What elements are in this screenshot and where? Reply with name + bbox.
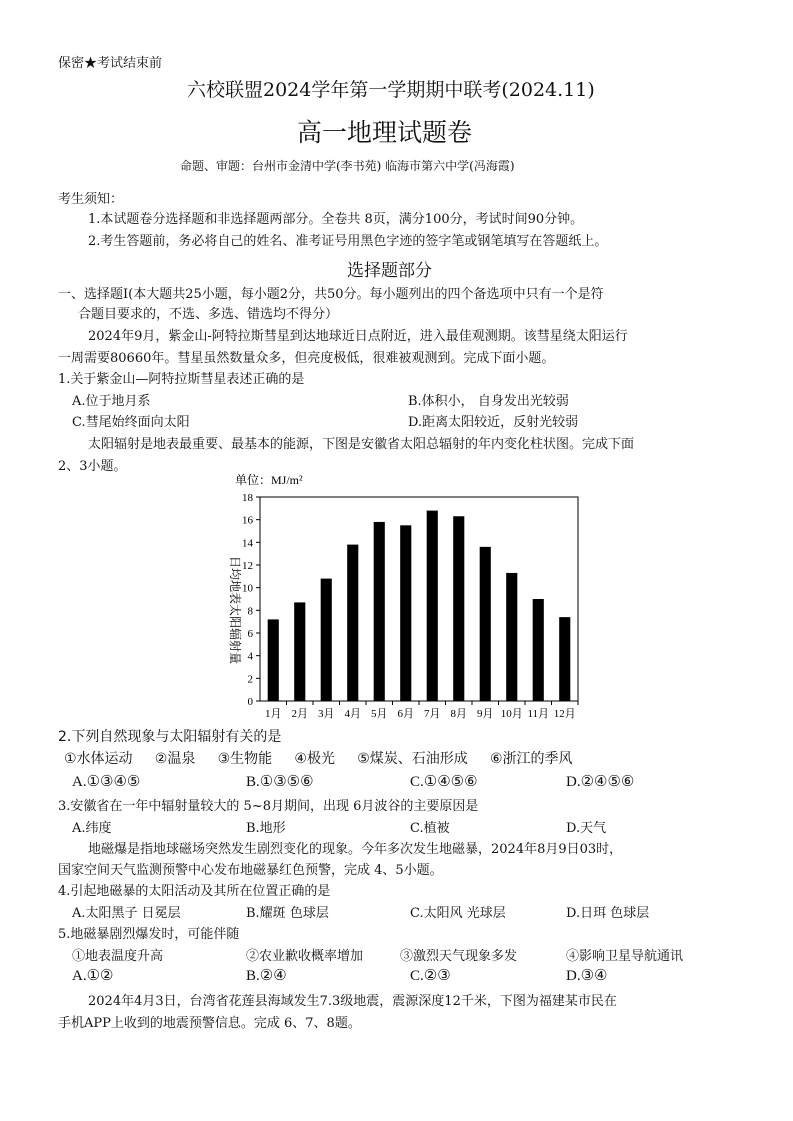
- bar-9: [480, 547, 491, 701]
- q4-stem: 4.引起地磁暴的太阳活动及其所在位置正确的是: [58, 884, 331, 899]
- q3-option-b: B.地形: [246, 821, 286, 836]
- q5-option-b: B.②④: [246, 968, 287, 984]
- q2-stem: 2.下列自然现象与太阳辐射有关的是: [58, 729, 282, 745]
- q4-option-d: D.日珥 色球层: [566, 906, 650, 921]
- bar-12: [559, 617, 570, 701]
- bar-2: [294, 602, 305, 701]
- part1-instruction-line2: 合题目要求的，不选、多选、错选均不得分）: [78, 307, 339, 322]
- chart-bars: [268, 511, 571, 701]
- x-tick-label: 2月: [291, 708, 308, 720]
- q5-stem: 5.地磁暴剧烈爆发时，可能伴随: [58, 927, 240, 942]
- q1-option-b: B.体积小， 自身发出光较弱: [408, 394, 569, 409]
- x-tick-label: 11月: [527, 708, 550, 720]
- x-tick-label: 7月: [424, 708, 441, 720]
- x-tick-label: 3月: [318, 708, 335, 720]
- passage4-line2: 手机APP上收到的地震预警信息。完成 6、7、8题。: [58, 1016, 361, 1031]
- y-tick-label: 16: [242, 514, 253, 527]
- bar-7: [427, 511, 438, 701]
- q5-statement-3: ③激烈天气现象多发: [400, 949, 518, 964]
- x-tick-label: 1月: [265, 708, 282, 720]
- q3-option-a: A.纬度: [72, 821, 112, 836]
- y-tick-label: 18: [242, 492, 253, 504]
- y-tick-label: 14: [242, 537, 253, 550]
- y-tick-label: 8: [247, 605, 253, 618]
- x-tick-label: 5月: [371, 708, 388, 720]
- section-title: 选择题部分: [347, 261, 432, 281]
- q2-option-c: C.①④⑤⑥: [410, 774, 478, 790]
- bar-5: [374, 522, 385, 701]
- q5-statement-4: ④影响卫星导航通讯: [566, 949, 684, 964]
- chart-y-ticks: [242, 492, 260, 708]
- q3-stem: 3.安徽省在一年中辐射量较大的 5~8月期间，出现 6月波谷的主要原因是: [58, 799, 479, 814]
- x-tick-label: 9月: [477, 708, 494, 720]
- chart-frame: [260, 497, 578, 701]
- q4-option-b: B.耀斑 色球层: [246, 906, 329, 921]
- y-tick-label: 0: [247, 696, 253, 708]
- q2-statements: ①水体运动 ②温泉 ③生物能 ④极光 ⑤煤炭、石油形成 ⑥浙江的季风: [64, 751, 573, 767]
- paper-title: 高一地理试题卷: [297, 118, 473, 147]
- q2-option-b: B.①③⑤⑥: [246, 774, 314, 790]
- y-tick-label: 10: [242, 582, 253, 595]
- notice-item-1: 1.本试题卷分选择题和非选择题两部分。全卷共 8页，满分100分，考试时间90分钟。: [88, 212, 584, 227]
- q3-option-c: C.植被: [410, 821, 450, 836]
- passage1-line2: 一周需要80660年。彗星虽然数量众多，但亮度极低，很难被观测到。完成下面小题。: [58, 351, 555, 366]
- q5-option-a: A.①②: [72, 968, 114, 984]
- bar-3: [321, 579, 332, 701]
- q5-statement-1: ①地表温度升高: [72, 949, 164, 964]
- y-tick-label: 4: [247, 650, 253, 663]
- q2-option-a: A.①③④⑤: [72, 774, 141, 790]
- passage2-line1: 太阳辐射是地表最重要、最基本的能源，下图是安徽省太阳总辐射的年内变化柱状图。完成下面: [88, 437, 635, 452]
- passage2-line2: 2、3小题。: [58, 459, 127, 474]
- bar-4: [347, 545, 358, 701]
- solar-radiation-chart: [215, 470, 585, 725]
- q1-option-a: A.位于地月系: [72, 394, 151, 409]
- passage3-line1: 地磁爆是指地球磁场突然发生剧烈变化的现象。今年多次发生地磁暴，2024年8月9日03时，: [88, 842, 623, 857]
- chart-unit-label: 单位：MJ/m²: [235, 473, 303, 487]
- q1-option-d: D.距离太阳较近，反射光较弱: [408, 415, 579, 430]
- q4-option-a: A.太阳黑子 日冕层: [72, 906, 181, 921]
- part1-instruction-line1: 一、选择题Ⅰ(本大题共25小题，每小题2分，共50分。每小题列出的四个备选项中只有一个是符: [58, 287, 604, 302]
- bar-8: [453, 516, 464, 701]
- q5-option-d: D.③④: [566, 968, 608, 984]
- notice-item-2: 2.考生答题前，务必将自己的姓名、准考证号用黑色字迹的签字笔或钢笔填写在答题纸上。: [88, 234, 608, 249]
- x-tick-label: 4月: [344, 708, 361, 720]
- q4-option-c: C.太阳风 光球层: [410, 906, 506, 921]
- confidential-mark: 保密★考试结束前: [58, 56, 163, 71]
- q5-option-c: C.②③: [410, 968, 451, 984]
- x-tick-label: 8月: [450, 708, 467, 720]
- q1-stem: 1.关于紫金山—阿特拉斯彗星表述正确的是: [58, 372, 305, 387]
- passage4-line1: 2024年4月3日，台湾省花莲县海域发生7.3级地震，震源深度12千米，下图为福建某市民在: [88, 994, 617, 1009]
- q1-option-c: C.彗尾始终面向太阳: [72, 415, 190, 430]
- y-tick-label: 6: [247, 628, 253, 640]
- bar-11: [533, 599, 544, 701]
- exam-title: 六校联盟2024学年第一学期期中联考(2024.11): [187, 79, 595, 101]
- x-tick-label: 12月: [553, 708, 576, 720]
- y-tick-label: 12: [242, 560, 253, 572]
- passage1-line1: 2024年9月，紫金山-阿特拉斯彗星到达地球近日点附近，进入最佳观测期。该彗星绕太阳运行: [88, 329, 628, 344]
- bar-6: [400, 525, 411, 701]
- chart-svg: [215, 470, 585, 725]
- authors-line: 命题、审题：台州市金清中学(李书苑) 临海市第六中学(冯海霞): [180, 159, 515, 173]
- x-tick-label: 6月: [397, 708, 414, 720]
- chart-x-labels: [265, 701, 578, 720]
- q2-option-d: D.②④⑤⑥: [566, 774, 635, 790]
- q5-statement-2: ②农业歉收概率增加: [246, 949, 364, 964]
- passage3-line2: 国家空间天气监测预警中心发布地磁暴红色预警，完成 4、5小题。: [58, 863, 443, 878]
- q3-option-d: D.天气: [566, 821, 607, 836]
- x-tick-label: 10月: [500, 708, 523, 720]
- bar-10: [506, 573, 517, 701]
- bar-1: [268, 619, 279, 701]
- y-tick-label: 2: [247, 673, 253, 686]
- notice-heading: 考生须知：: [58, 192, 124, 207]
- chart-y-axis-label: 日均地表太阳辐射量: [228, 555, 242, 665]
